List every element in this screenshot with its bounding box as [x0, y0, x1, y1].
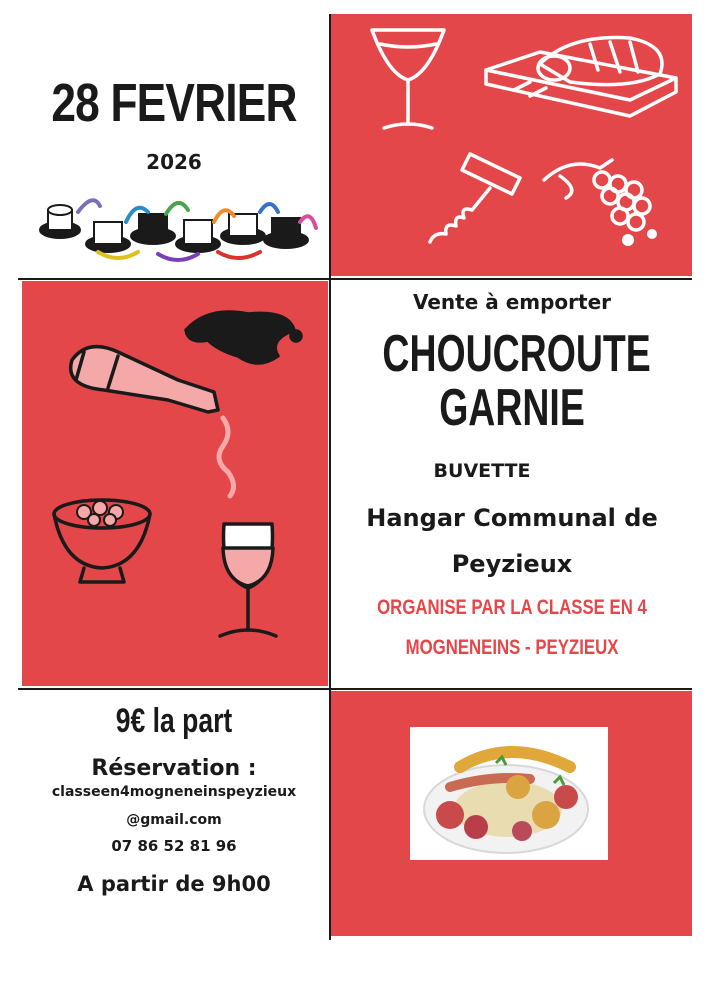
event-year: 2026 — [146, 150, 202, 174]
email-line-2: @gmail.com — [126, 812, 222, 828]
divider-top — [18, 278, 692, 280]
choucroute-plate-photo — [410, 727, 608, 860]
party-hats-icon — [38, 192, 318, 272]
venue-line-2: Peyzieux — [451, 550, 573, 578]
bread-board-icon — [480, 30, 680, 130]
title-line-2: GARNIE — [439, 379, 585, 437]
event-date: 28 FEVRIER — [51, 73, 297, 133]
divider-bottom — [18, 688, 692, 690]
cocktail-glass-icon — [368, 24, 448, 136]
bowl-icon — [50, 488, 160, 588]
organiser-line-2: MOGNENEINS - PEYZIEUX — [405, 636, 619, 659]
venue-line-1: Hangar Communal de — [366, 504, 658, 532]
wine-bottle-icon — [58, 300, 318, 510]
takeaway-label: Vente à emporter — [412, 290, 612, 314]
organiser-line-1: ORGANISE PAR LA CLASSE EN 4 — [377, 596, 647, 619]
corkscrew-icon — [420, 148, 530, 248]
start-time: A partir de 9h00 — [77, 872, 271, 896]
reservation-label: Réservation : — [91, 756, 257, 781]
email-line-1: classeen4mogneneinspeyzieux — [51, 784, 297, 800]
phone-number: 07 86 52 81 96 — [111, 837, 237, 855]
bar-label: BUVETTE — [433, 460, 531, 482]
title-line-1: CHOUCROUTE — [382, 325, 651, 383]
price: 9€ la part — [115, 702, 233, 740]
grapes-icon — [540, 150, 670, 250]
wine-glass-icon — [210, 518, 286, 648]
